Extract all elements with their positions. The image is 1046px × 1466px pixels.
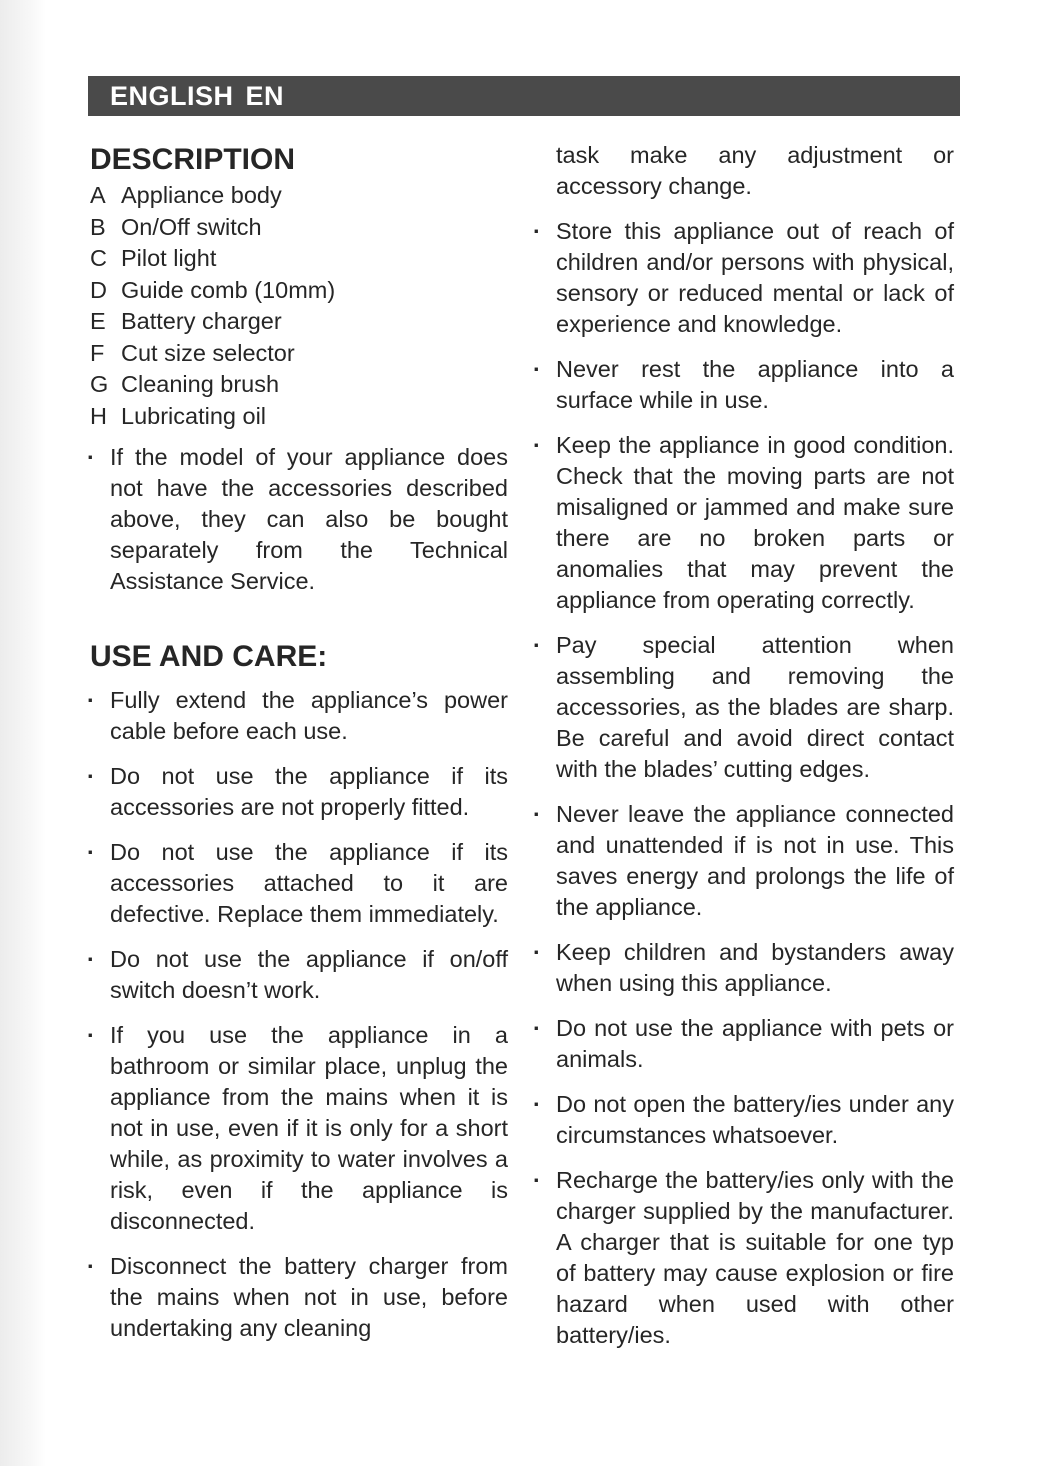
part-letter: E [90,308,106,334]
part-label: Appliance body [121,182,282,208]
part-item [90,401,508,433]
page-gutter-shadow [0,0,46,1466]
part-item [90,369,508,401]
safety-instruction: · Do not use the appliance with pets or animals. [536,1013,954,1075]
part-label: Cut size selector [121,339,295,366]
part-letter: A [90,182,106,208]
safety-instruction: · Fully extend the appliance’s power cable before each use. [90,685,508,747]
safety-instruction: · If you use the appliance in a bathroom or similar place, unplug the appliance from the mains when it is not in use, even if it is only for a short while, as proximity to water involves a risk, even if the appliance is disconnected. [90,1020,508,1237]
use-and-care-heading: USE AND CARE: [90,640,328,673]
safety-instruction: · Pay special attention when assembling and removing the accessories, as the blades are sharp. Be careful and avoid direct contact with the blades’ cutting edges. [536,630,954,785]
part-label: Guide comb (10mm) [121,276,336,303]
part-label: Pilot light [121,245,217,271]
safety-instruction: · Recharge the battery/ies only with the charger supplied by the manufacturer. A charger that is suitable for one typ of battery may cause explosion or fire hazard when used with other battery/ies. [536,1165,954,1351]
part-item [90,212,508,244]
safety-instruction: · Do not use the appliance if on/off switch doesn’t work. [90,944,508,1006]
part-item [90,180,508,212]
use-and-care-list-left [90,685,508,1344]
part-label: On/Off switch [121,213,262,240]
safety-instruction: · Keep the appliance in good condition. Check that the moving parts are not misaligned or jammed and make sure there are no broken parts or anomalies that may prevent the appliance from operating correctly. [536,430,954,616]
parts-list [90,180,508,432]
safety-instruction: · Do not use the appliance if its accessories attached to it are defective. Replace them immediately. [90,837,508,930]
part-item [90,306,508,338]
part-label: Battery charger [121,308,282,334]
part-label: Lubricating oil [121,402,267,429]
accessories-note-text: · If the model of your appliance does not have the accessories described above, they can also be bought separately from the Technical Assistance Service. [90,442,508,597]
safety-instruction: · Keep children and bystanders away when using this appliance. [536,937,954,999]
safety-instruction: · Do not open the battery/ies under any circumstances whatsoever. [536,1089,954,1151]
left-column [90,140,508,1358]
part-label: Cleaning brush [121,371,280,397]
language-header-title: ENGLISH EN [110,81,285,111]
safety-instruction-continued: task make any adjustment or accessory change. [556,142,954,199]
part-item [90,338,508,370]
part-item [90,243,508,275]
safety-instruction: · Never leave the appliance connected and unattended if is not in use. This saves energy and prolongs the life of the appliance. [536,799,954,923]
part-letter: G [90,371,109,397]
part-letter: F [90,339,105,366]
accessories-note [90,442,508,597]
language-header-bar [88,76,960,116]
part-letter: H [90,402,107,429]
use-and-care-list-right [536,216,954,1351]
right-column [536,140,954,1365]
description-heading: DESCRIPTION [90,143,296,176]
safety-instruction: · Do not use the appliance if its accessories are not properly fitted. [90,761,508,823]
part-letter: D [90,276,107,303]
part-letter: C [90,245,107,271]
safety-instruction: · Never rest the appliance into a surface while in use. [536,354,954,416]
safety-instruction: · Store this appliance out of reach of children and/or persons with physical, sensory or reduced mental or lack of experience and knowledge. [536,216,954,340]
safety-instruction: · Disconnect the battery charger from the mains when not in use, before undertaking any cleaning [90,1251,508,1344]
part-item [90,275,508,307]
part-letter: B [90,213,106,240]
